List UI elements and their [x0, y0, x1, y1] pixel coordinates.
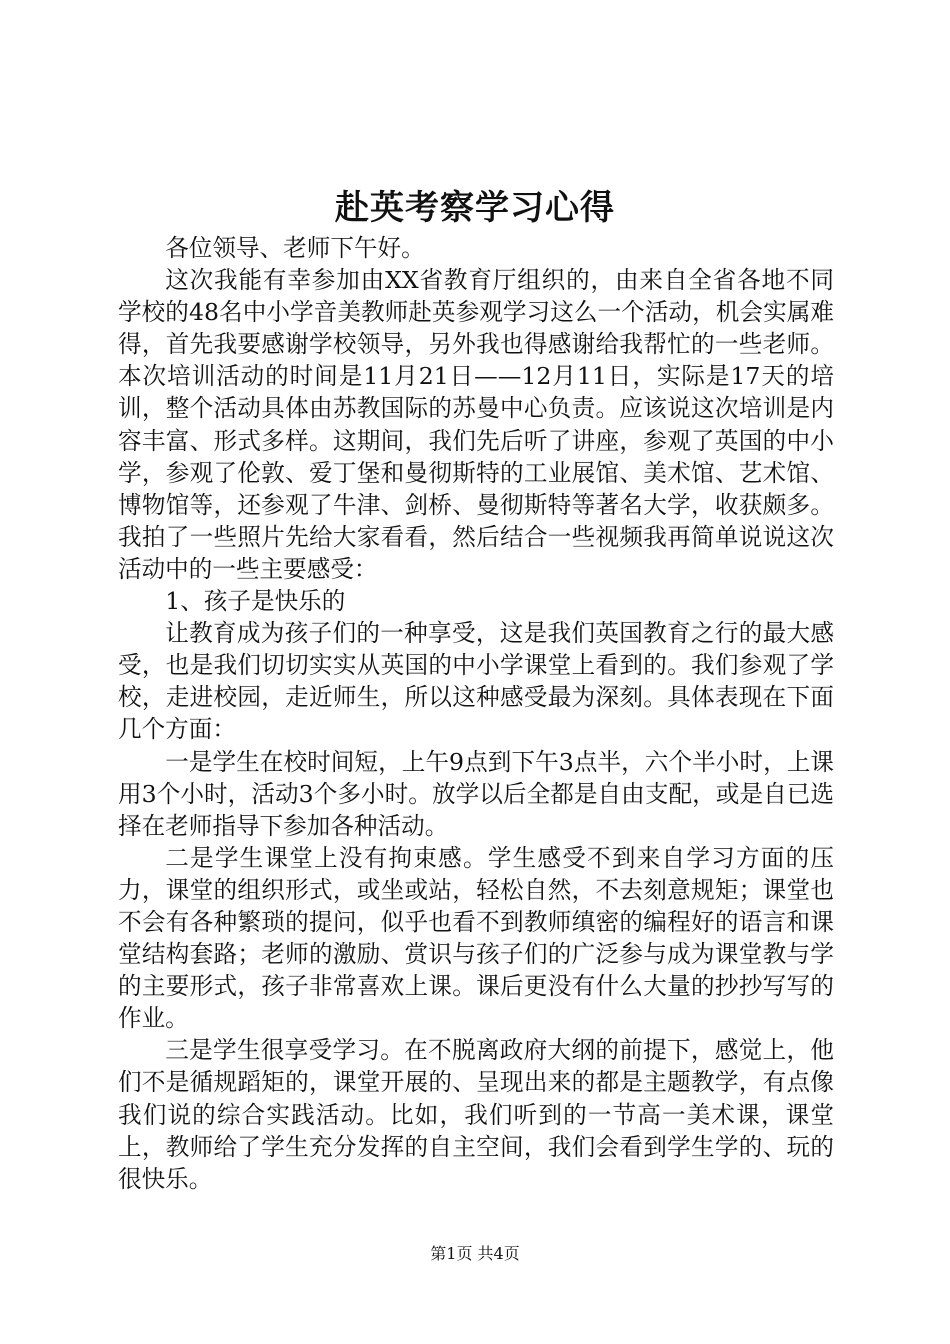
document-title: 赴英考察学习心得 — [335, 188, 615, 228]
point-one-paragraph: 一是学生在校时间短，上午9点到下午3点半，六个半小时，上课用3个小时，活动3个多小时。放学以后全都是自由支配，或是自已选择在老师指导下参加各种活动。 — [118, 747, 834, 840]
section-heading: 1、孩子是快乐的 — [165, 587, 346, 616]
point-two-paragraph: 二是学生课堂上没有拘束感。学生感受不到来自学习方面的压力，课堂的组织形式，或坐或站，轻松自然，不去刻意规矩；课堂也不会有各种繁琐的提问，似乎也看不到教师缜密的编程好的语言和课堂结构套路；老师的激励、赏识与孩子们的广泛参与成为课堂教与学的主要形式，孩子非常喜欢上课。课后更没有什么大量的抄抄写写的作业。 — [118, 843, 834, 1033]
document-body — [118, 232, 834, 1195]
intro-paragraph: 这次我能有幸参加由XX省教育厅组织的，由来自全省各地不同学校的48名中小学音美教师赴英参观学习这么一个活动，机会实属难得，首先我要感谢学校领导，另外我也得感谢给我帮忙的一些老师。本次培训活动的时间是11月21日——12月11日，实际是17天的培训，整个活动具体由苏教国际的苏曼中心负责。应该说这次培训是内容丰富、形式多样。这期间，我们先后听了讲座，参观了英国的中小学，参观了伦敦、爱丁堡和曼彻斯特的工业展馆、美术馆、艺术馆、博物馆等，还参观了牛津、剑桥、曼彻斯特等著名大学，收获颇多。我拍了一些照片先给大家看看，然后结合一些视频我再简单说说这次活动中的一些主要感受： — [118, 266, 834, 583]
greeting-paragraph: 各位领导、老师下午好。 — [165, 234, 425, 262]
page-footer: 第1页 共4页 — [430, 1244, 520, 1263]
section-intro-paragraph: 让教育成为孩子们的一种享受，这是我们英国教育之行的最大感受，也是我们切切实实从英国的中小学课堂上看到的。我们参观了学校，走进校园，走近师生，所以这种感受最为深刻。具体表现在下面几个方面： — [118, 619, 834, 744]
point-three-paragraph: 三是学生很享受学习。在不脱离政府大纲的前提下，感觉上，他们不是循规蹈矩的，课堂开展的、呈现出来的都是主题教学，有点像我们说的综合实践活动。比如，我们听到的一节高一美术课，课堂上，教师给了学生充分发挥的自主空间，我们会看到学生学的、玩的很快乐。 — [118, 1036, 834, 1193]
